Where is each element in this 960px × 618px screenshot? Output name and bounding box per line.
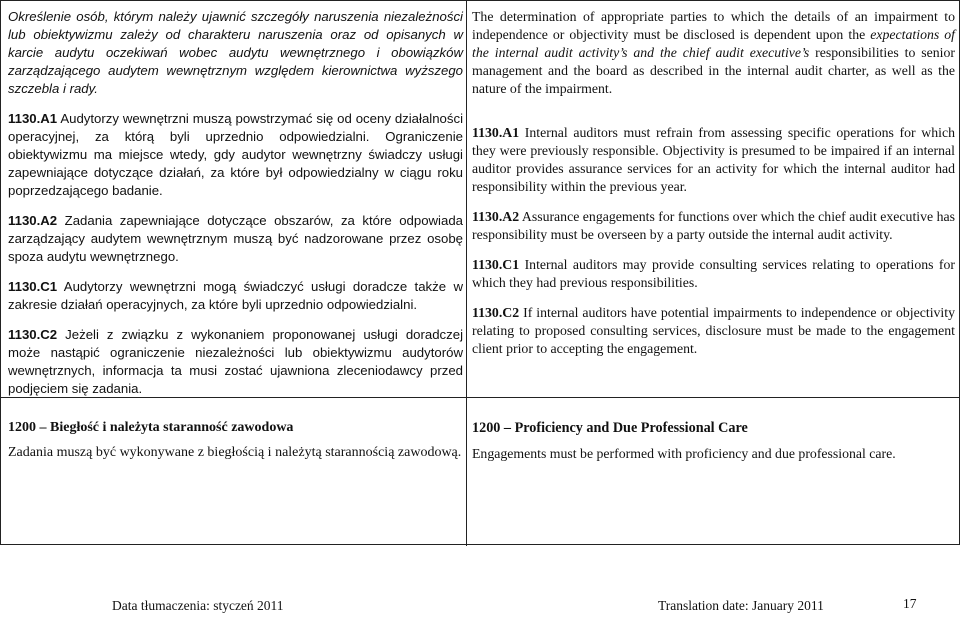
item-code: 1130.A2 [472, 209, 520, 224]
polish-intro: Określenie osób, którym należy ujawnić szczegóły naruszenia niezależności lub obiektywizmu zależy od charakteru naruszenia oraz od opisanych w karcie audytu oczekiwań wobec audytu wewnętrznego i obowiązków zarządzającego audytem wewnętrznym względem kierownictwa wyższego szczebla i rady. [8, 9, 463, 96]
english-intro [472, 8, 955, 98]
english-item-1130-c1 [472, 256, 955, 292]
column-divider [466, 1, 467, 546]
polish-item-1130-a1 [8, 110, 463, 200]
section-title: 1200 – Proficiency and Due Professional Care [472, 420, 748, 436]
polish-column-upper [8, 8, 463, 410]
item-code: 1130.A1 [472, 125, 520, 140]
english-column-lower [472, 419, 955, 463]
section-title: 1200 – Biegłość i należyta staranność zawodowa [8, 420, 294, 435]
polish-item-1130-c2 [8, 326, 463, 398]
english-item-1130-c2 [472, 304, 955, 358]
item-text: Audytorzy wewnętrzni mogą świadczyć usługi doradcze także w zakresie działań operacyjnych, za które byli uprzednio odpowiedzialni. [8, 279, 463, 312]
footer-translation-date-en: Translation date: January 2011 [658, 598, 824, 613]
english-item-1130-a1 [472, 124, 955, 196]
intro-italic-text: expectations of the internal audit activity’s and the chief audit executive’s [472, 27, 956, 60]
item-text: Audytorzy wewnętrzni muszą powstrzymać się od oceny działalności operacyjnej, za którą byli uprzednio odpowiedzialni. Ograniczenie obiektywizmu ma miejsce wtedy, gdy audytor wewnętrzny świadczy usługi zapewniające dotyczące działań, za które był odpowiedzialny w ciągu roku poprzedzającego badanie. [8, 111, 463, 198]
item-code: 1130.C2 [8, 327, 58, 342]
item-text: Jeżeli z związku z wykonaniem proponowanej usługi doradczej może nastąpić ograniczenie niezależności lub obiektywizmu audytorów wewnętrznych, informacja ta musi zostać ujawniona zleceniodawcy przed podjęciem się zadania. [8, 327, 463, 396]
item-code: 1130.A1 [8, 111, 58, 126]
polish-item-1130-a2 [8, 212, 463, 266]
section-body: Zadania muszą być wykonywane z biegłością i należytą starannością zawodową. [8, 445, 462, 460]
intro-text: The determination of appropriate parties to which the details of an impairment to independence or objectivity must be disclosed is dependent upon the [472, 9, 955, 42]
section-body: Engagements must be performed with proficiency and due professional care. [472, 446, 896, 461]
item-code: 1130.C1 [472, 257, 520, 272]
item-code: 1130.A2 [8, 213, 58, 228]
item-text: Internal auditors must refrain from assessing specific operations for which they were previously responsible. Objectivity is presumed to be impaired if an internal auditor provides assurance services for an activity for which the internal auditor had responsibility within the previous year. [472, 125, 955, 194]
intro-text: responsibilities to senior management and the board as described in the internal audit charter, as well as the nature of the impairment. [472, 45, 955, 96]
english-column-upper [472, 8, 955, 370]
item-text: Assurance engagements for functions over which the chief audit executive has responsibility must be overseen by a party outside the internal audit activity. [472, 209, 955, 242]
polish-column-lower [8, 420, 463, 462]
polish-item-1130-c1 [8, 278, 463, 314]
item-code: 1130.C1 [8, 279, 58, 294]
item-text: Internal auditors may provide consulting services relating to operations for which they had previous responsibilities. [472, 257, 955, 290]
english-item-1130-a2 [472, 208, 955, 244]
item-code: 1130.C2 [472, 305, 520, 320]
item-text: If internal auditors have potential impairments to independence or objectivity relating to proposed consulting services, disclosure must be made to the engagement client prior to accepting the engagement. [472, 305, 955, 356]
footer-translation-date-pl: Data tłumaczenia: styczeń 2011 [112, 598, 284, 613]
page-number: 17 [903, 596, 917, 611]
item-text: Zadania zapewniające dotyczące obszarów, za które odpowiada zarządzający audytem wewnętrznym muszą być nadzorowane przez osobę spoza audytu wewnętrznego. [8, 213, 463, 264]
